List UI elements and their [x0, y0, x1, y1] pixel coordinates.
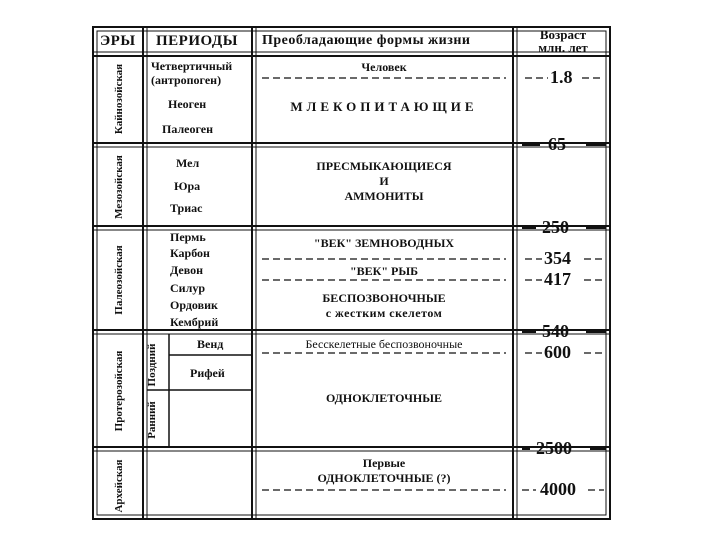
- era-mesozoic: Мезозойская: [113, 155, 125, 219]
- era-paleozoic: Палеозойская: [113, 245, 125, 315]
- life-unicellular: ОДНОКЛЕТОЧНЫЕ: [325, 391, 443, 405]
- age-600: 600: [544, 342, 571, 362]
- period-carboniferous: Карбон: [170, 246, 210, 260]
- period-vendian: Венд: [197, 337, 224, 351]
- period-permian: Пермь: [170, 230, 206, 244]
- life-soft-invertebrates: Бесскелетные беспозвоночные: [305, 337, 463, 351]
- header-eras: ЭРЫ: [100, 33, 136, 49]
- header-age: [519, 28, 607, 54]
- period-paleogene: Палеоген: [162, 122, 214, 136]
- header-age-line1: Возраст: [539, 27, 587, 42]
- period-ordovician: Ордовик: [170, 298, 218, 312]
- period-jurassic: Юра: [174, 179, 201, 193]
- age-65: 65: [548, 134, 566, 154]
- life-first-line2: ОДНОКЛЕТОЧНЫЕ (?): [317, 471, 451, 485]
- life-mammals: МЛЕКОПИТАЮЩИЕ: [290, 99, 478, 114]
- period-devonian: Девон: [170, 263, 204, 277]
- age-354: 354: [544, 248, 571, 268]
- period-cambrian: Кембрий: [170, 315, 219, 329]
- period-quaternary-line1: Четвертичный: [151, 59, 233, 73]
- life-reptiles-line2: И: [379, 174, 389, 188]
- life-amphibians: "ВЕК" ЗЕМНОВОДНЫХ: [313, 236, 455, 250]
- period-triassic: Триас: [170, 201, 203, 215]
- life-fish: "ВЕК" РЫБ: [349, 264, 419, 278]
- age-540: 540: [542, 321, 569, 341]
- era-archean: Архейская: [113, 459, 125, 513]
- age-4000: 4000: [540, 479, 576, 499]
- period-silurian: Силур: [170, 281, 205, 295]
- proterozoic-early: Ранний: [146, 401, 158, 439]
- life-invertebrates-line2: с жестким скелетом: [325, 306, 443, 320]
- era-cenozoic: Кайнозойская: [113, 63, 125, 135]
- age-417: 417: [544, 269, 571, 289]
- header-age-line2: млн. лет: [538, 40, 588, 55]
- period-neogene: Неоген: [168, 97, 207, 111]
- age-1-8: 1.8: [550, 67, 573, 87]
- life-invertebrates-line1: БЕСПОЗВОНОЧНЫЕ: [322, 291, 446, 305]
- era-proterozoic: Протерозойская: [113, 350, 125, 432]
- header-periods: ПЕРИОДЫ: [156, 33, 238, 49]
- header-life-forms: Преобладающие формы жизни: [262, 33, 471, 48]
- life-human: Человек: [361, 60, 407, 74]
- life-reptiles-line3: АММОНИТЫ: [344, 189, 424, 203]
- period-quaternary-line2: (антропоген): [151, 73, 222, 87]
- life-reptiles-line1: ПРЕСМЫКАЮЩИЕСЯ: [316, 159, 452, 173]
- period-cretaceous: Мел: [176, 156, 200, 170]
- age-2500: 2500: [536, 438, 572, 458]
- period-riphean: Рифей: [190, 366, 225, 380]
- proterozoic-late: Поздний: [146, 343, 158, 387]
- life-first-line1: Первые: [362, 456, 406, 470]
- age-250: 250: [542, 217, 569, 237]
